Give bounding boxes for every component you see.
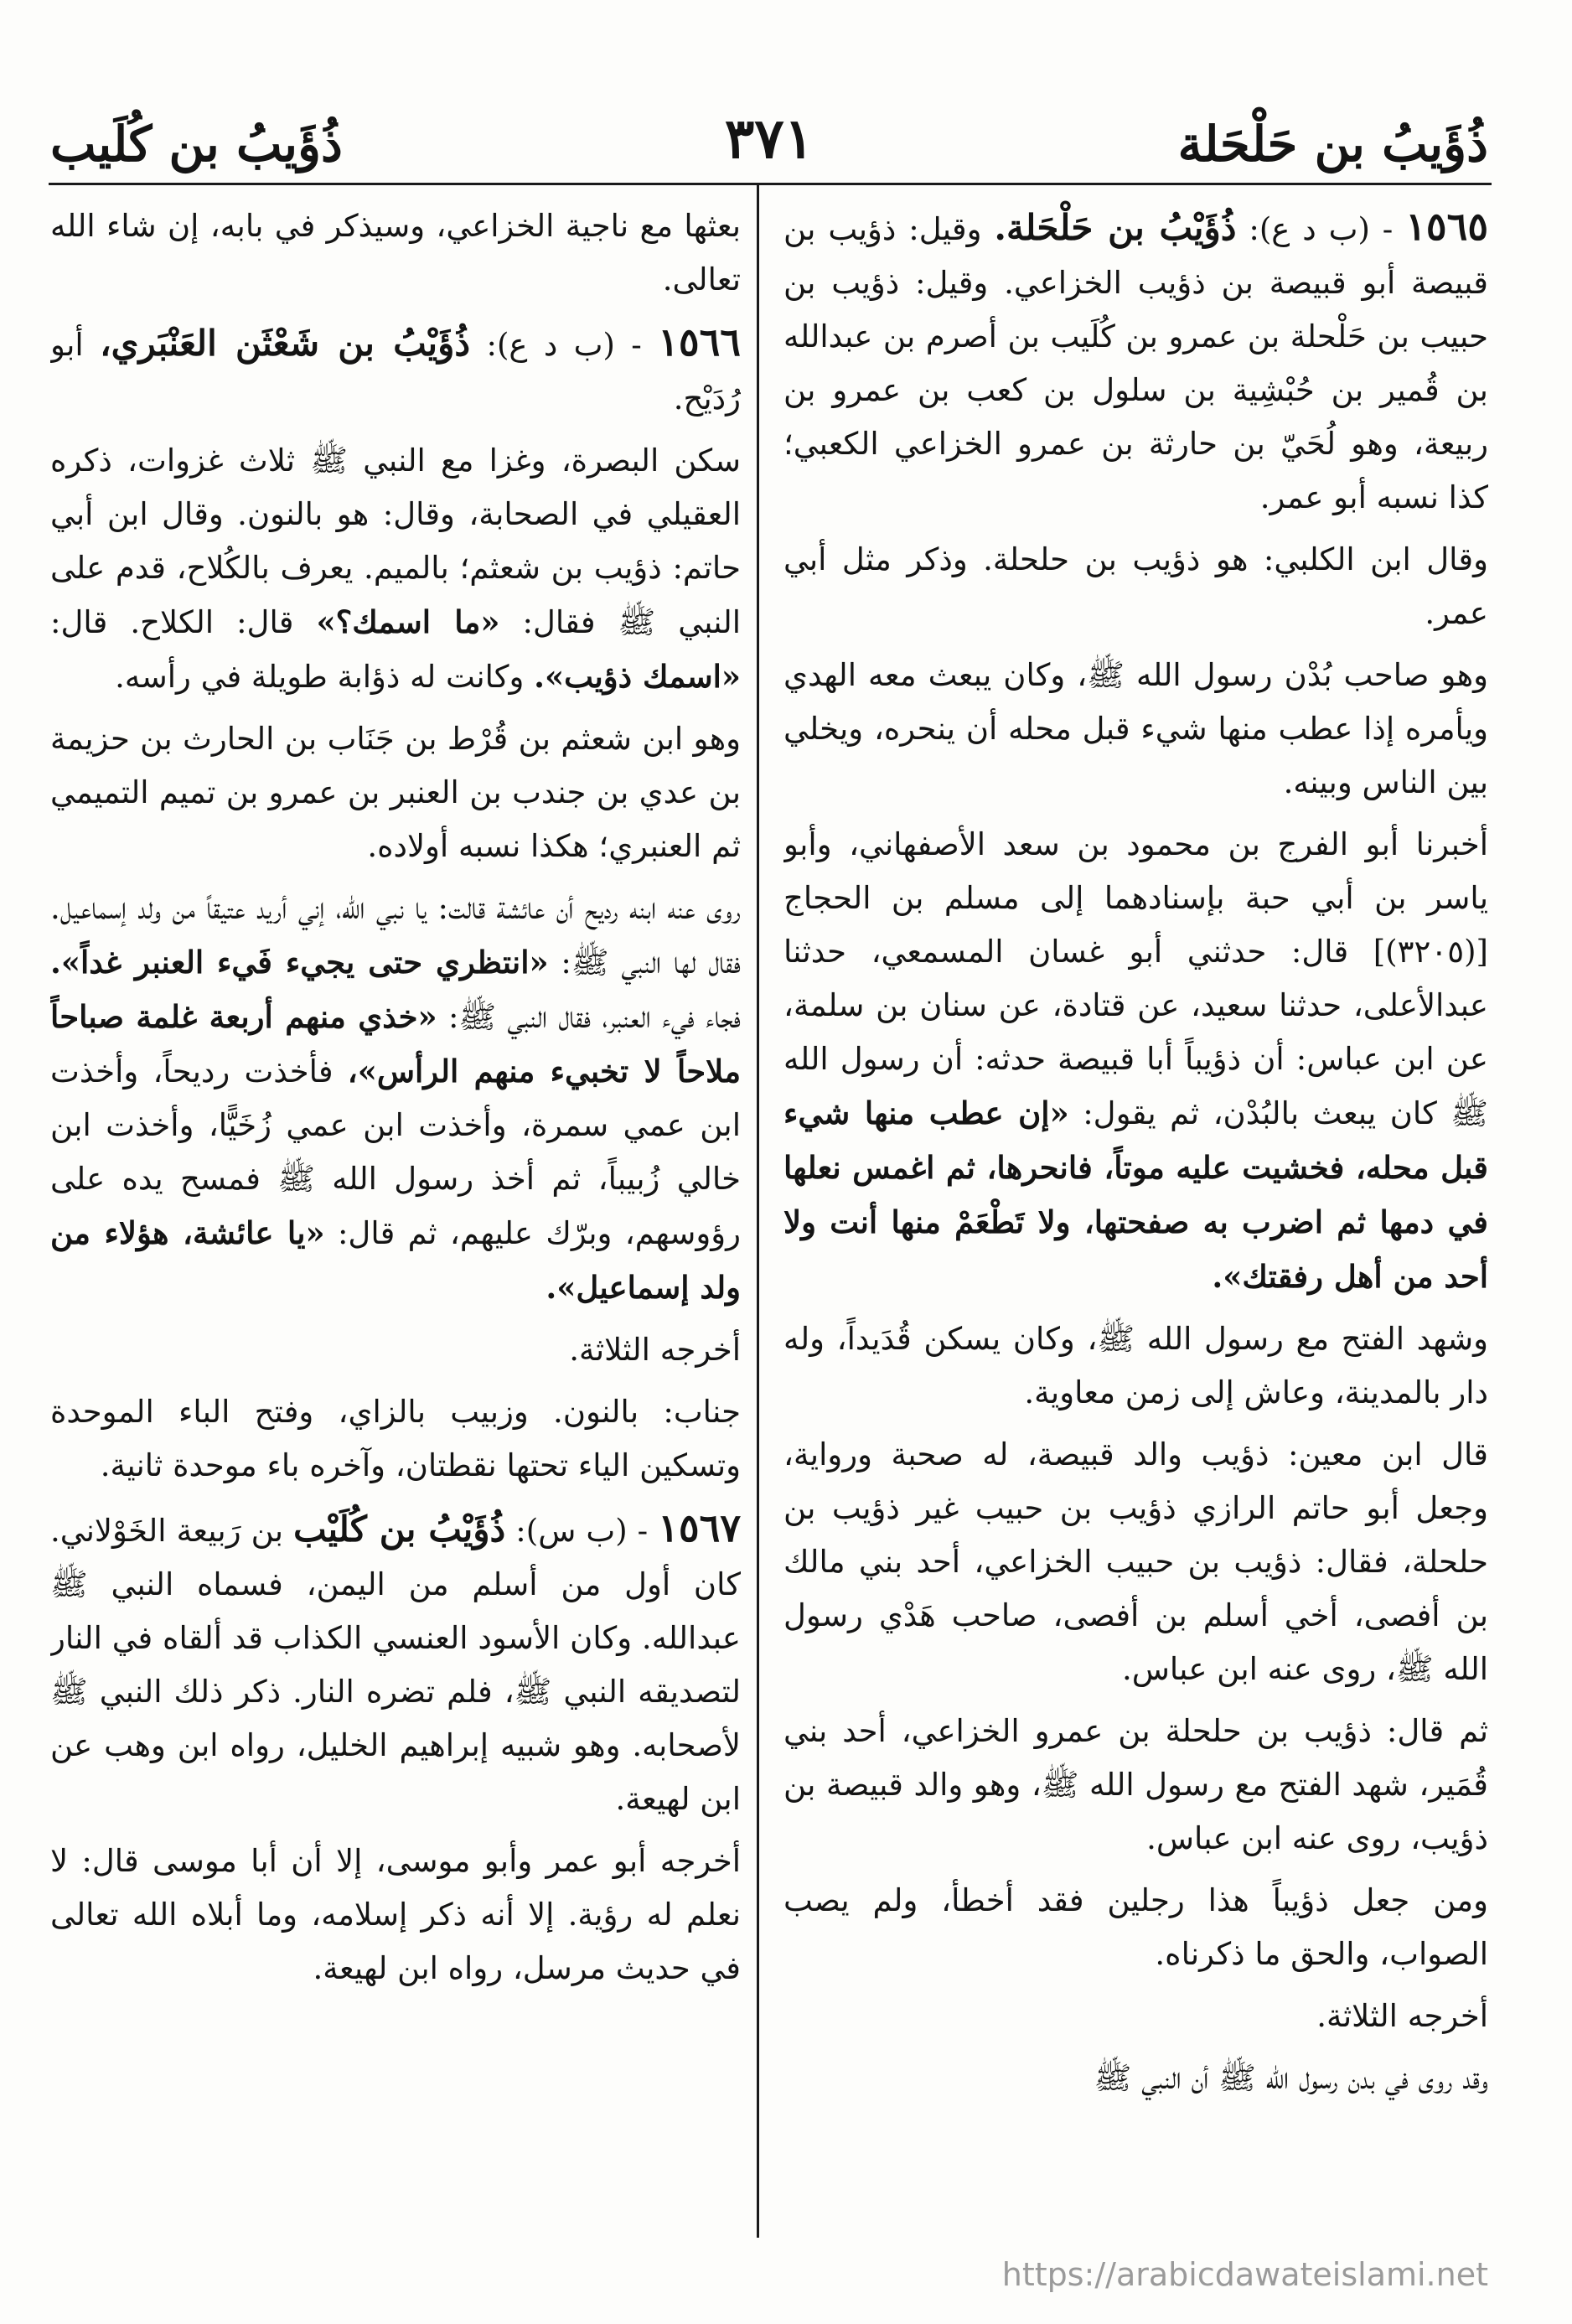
paragraph: بن رَبيعة الخَوْلاني. كان أول من أسلم من اليمن، فسماه النبي ﷺ عبدالله. وكان الأسود العنسي الكذاب قد ألقاه في النار لتصديقه النبي ﷺ، فلم تضره النار. ذكر ذلك النبي ﷺ لأصحابه. وهو شبيه إبراهيم الخليل، رواه ابن وهب عن ابن لهيعة.: [50, 1513, 741, 1817]
paragraph: أخرجه أبو عمر وأبو موسى، إلا أن أبا موسى قال: لا نعلم له رؤية. إلا أنه ذكر إسلامه، وما أبلاه الله تعالى في حديث مرسل، رواه ابن لهيعة.: [50, 1843, 741, 1986]
header-left-title: ذُؤَيبُ بن كُلَيب: [50, 116, 343, 173]
page-header: [50, 99, 1488, 191]
hadith-quote: «اسمك ذؤيب».: [534, 658, 741, 695]
column-divider: [757, 184, 759, 2238]
hadith-quote: «انتظري حتى يجيء فَيء العنبر غداً».: [50, 944, 549, 981]
paragraph: أخرجه الثلاثة.: [569, 1332, 741, 1368]
paragraph: وهو صاحب بُدْن رسول الله ﷺ، وكان يبعث معه الهدي ويأمره إذا عطب منها شيء قبل محله أن ينحره، ويخلي بين الناس وبينه.: [783, 657, 1488, 800]
entry-source: - (ب د ع):: [486, 327, 642, 363]
entry-1566: [50, 315, 741, 426]
entry-source: - (ب د ع):: [1249, 211, 1394, 247]
text-run: سكن البصرة، وغزا مع النبي ﷺ ثلاث غزوات، ذكره العقيلي في الصحابة، وقال: هو بالنون. وقال ابن أبي حاتم: ذؤيب بن شعثم؛ بالميم. يعرف بالكُلاح، قدم على النبي ﷺ فقال:: [50, 443, 741, 640]
paragraph: وقيل: ذؤيب بن قبيصة أبو قبيصة بن ذؤيب الخزاعي. وقيل: ذؤيب بن حبيب بن حَلْحلة بن عمرو بن كُلَيب بن أصرم بن عبدالله بن قُمير بن حُبْشِية بن سلول بن كعب بن عمرو بن ربيعة، وهو لُحَيّ بن حارثة بن عمرو الخزاعي الكعبي؛ كذا نسبه أبو عمر.: [783, 211, 1488, 515]
paragraph: قال ابن معين: ذؤيب والد قبيصة، له صحبة ورواية، وجعل أبو حاتم الرازي ذؤيب بن حبيب غير ذؤيب بن حلحلة، فقال: ذؤيب بن حبيب الخزاعي، أحد بني مالك بن أفصى، أخي أسلم بن أفصى، صاحب هَدْي رسول الله ﷺ، روى عنه ابن عباس.: [783, 1436, 1488, 1687]
hadith-quote: «إن عطب منها شيء قبل محله، فخشيت عليه موتاً، فانحرها، ثم اغمس نعلها في دمها ثم اضرب به صفحتها، ولا تَطْعَمْ منها أنت ولا أحد من أهل رفقتك».: [783, 1095, 1488, 1295]
entry-number: ١٥٦٧: [658, 1505, 741, 1550]
paragraph: أخرجه الثلاثة.: [1316, 1998, 1488, 2034]
paragraph: وهو ابن شعثم بن قُرْط بن جَنَاب بن الحارث بن حزيمة بن عدي بن جندب بن العنبر بن عمرو بن تميم التميمي ثم العنبري؛ هكذا نسبه أولاده.: [50, 721, 741, 864]
hadith-paragraph: [783, 818, 1488, 1304]
paragraph: جناب: بالنون. وزبيب بالزاي، وفتح الباء الموحدة وتسكين الياء تحتها نقطتان، وآخره باء موحدة ثانية.: [50, 1394, 741, 1483]
entry-number: ١٥٦٥: [1405, 204, 1488, 249]
paragraph: وقد روى في بدن رسول الله ﷺ أن النبي ﷺ: [1094, 2060, 1488, 2096]
entry-name: ذُؤَيْبُ بن شَعْثَن العَنْبَري،: [100, 323, 471, 364]
paragraph: [50, 434, 741, 704]
hadith-quote: «ما اسمك؟»: [316, 603, 500, 640]
entry-1567: [50, 1501, 741, 1826]
text-run: وكانت له ذؤابة طويلة في رأسه.: [115, 659, 525, 695]
left-column: [50, 199, 741, 2253]
entry-number: ١٥٦٦: [658, 319, 741, 365]
paragraph: ومن جعل ذؤيباً هذا رجلين فقد أخطأ، ولم يصب الصواب، والحق ما ذكرناه.: [783, 1882, 1488, 1972]
paragraph: ثم قال: ذؤيب بن حلحلة بن عمرو الخزاعي، أحد بني قُمَير، شهد الفتح مع رسول الله ﷺ، وهو والد قبيصة بن ذؤيب، روى عنه ابن عباس.: [783, 1713, 1488, 1856]
entry-name: ذُؤَيْبُ بن حَلْحَلة.: [994, 207, 1237, 248]
header-rule: [49, 183, 1492, 185]
entry-name: ذُؤَيْبُ بن كُلَيْب: [293, 1509, 506, 1550]
text-run: روى عنه ابنه رديح أن عائشة قالت: يا نبي الله، إني أريد عتيقاً من ولد إسماعيل. فقال لها النبي ﷺ:: [50, 890, 741, 981]
hadith-quote: «خذي منهم أربعة غلمة صباحاً ملاحاً لا تخبيء منهم الرأس»،: [50, 998, 741, 1090]
paragraph: [50, 882, 741, 1315]
entry-source: - (ب س):: [515, 1513, 649, 1549]
hadith-quote: «يا عائشة، هؤلاء من ولد إسماعيل».: [50, 1214, 741, 1306]
hadith-isnad: أخبرنا أبو الفرج بن محمود بن سعد الأصفهاني، وأبو ياسر بن أبي حبة بإسنادهما إلى مسلم بن الحجاج [(٣٢٠٥)] قال: حدثني أبو غسان المسمعي، حدثنا عبدالأعلى، حدثنا سعيد، عن قتادة، عن سنان بن سلمة، عن ابن عباس: أن ذؤيباً أبا قبيصة حدثه: أن رسول الله ﷺ كان يبعث بالبُدْن، ثم يقول:: [783, 826, 1488, 1131]
text-run: فأخذت رديحاً، وأخذت ابن عمي سمرة، وأخذت ابن عمي زُخَيًّا، وأخذت ابن خالي زُبيباً، ثم أخذ رسول الله ﷺ فمسح يده على رؤوسهم، وبرّك عليهم، ثم قال:: [50, 1053, 741, 1251]
text-run: فجاء فيء العنبر، فقال النبي ﷺ:: [447, 999, 741, 1035]
page-number: ٣٧١: [724, 106, 814, 171]
paragraph: وشهد الفتح مع رسول الله ﷺ، وكان يسكن قُدَيداً، وله دار بالمدينة، وعاش إلى زمن معاوية.: [783, 1321, 1488, 1410]
text-run: قال: الكلاح. قال:: [50, 604, 294, 640]
paragraph: وقال ابن الكلبي: هو ذؤيب بن حلحلة. وذكر مثل أبي عمر.: [783, 541, 1488, 631]
paragraph: أبو رُدَيْح.: [50, 327, 741, 417]
header-right-title: ذُؤَيبُ بن حَلْحَلة: [1177, 116, 1488, 173]
entry-1565: [783, 199, 1488, 525]
watermark-url: https://arabicdawateislami.net: [1001, 2256, 1488, 2293]
paragraph: بعثها مع ناجية الخزاعي، وسيذكر في بابه، إن شاء الله تعالى.: [50, 208, 741, 298]
right-column: [783, 199, 1488, 2253]
